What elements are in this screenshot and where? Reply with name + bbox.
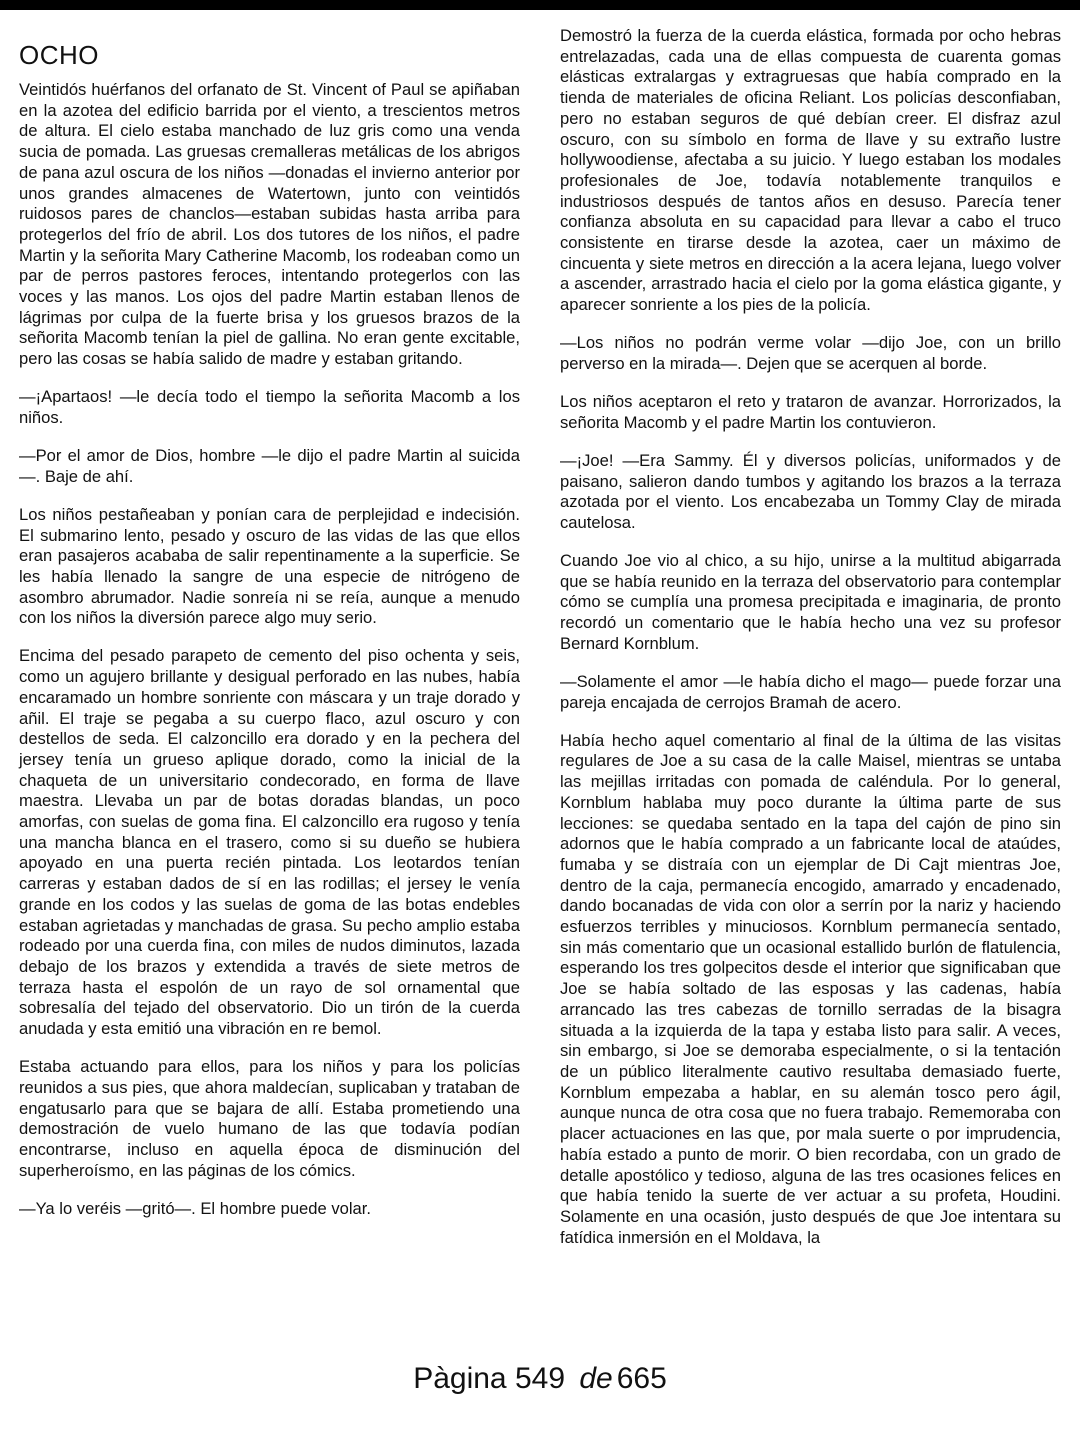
- paragraph: —¡Joe! —Era Sammy. Él y diversos policías, uniformados y de paisano, salieron dando tumbos y agitando los brazos a la terraza azotada por el viento. Los encabezaba un Tommy Clay de mirada cautelosa.: [560, 450, 1061, 532]
- page-label: Pàgina: [413, 1362, 507, 1395]
- paragraph: —Por el amor de Dios, hombre —le dijo el padre Martin al suicida—. Baje de ahí.: [19, 446, 520, 486]
- page-indicator: [0, 1361, 1080, 1397]
- paragraph: Cuando Joe vio al chico, a su hijo, unirse a la multitud abigarrada que se había reunido en la terraza del observatorio para contemplar cómo se cumplía una promesa precipitada e imaginaria, de pronto recordó un comentario que le había hecho una vez su profesor Bernard Kornblum.: [560, 551, 1061, 653]
- paragraph: Había hecho aquel comentario al final de la última de las visitas regulares de Joe a su casa de la calle Maisel, mientras se untaba las mejillas irritadas con pomada de caléndula. Por lo general, Kornblum hablaba muy poco durante la última parte de sus lecciones: se quedaba sentado en la tapa del cajón de pino sin adornos que le había comprado a un fabricante local de ataúdes, fumaba y se distraía con un ejemplar de Di Cajt mientras Joe, dentro de la caja, permanecía encogido, amarrado y encadenado, dando bocanadas de vida con olor a serrín por la nariz y haciendo esfuerzos terribles y minuciosos. Kornblum permanecía sentado, sin más comentario que un ocasional estallido burlón de flatulencia, esperando los tres golpecitos desde el interior que significaban que Joe se había soltado de las esposas y las cadenas, había arrancado las tres cabezas de tornillo serradas de la bisagra situada a la izquierda de la tapa y estaba listo para salir. A veces, sin embargo, si Joe se demoraba especialmente, o si la tentación de un público literalmente cautivo resultaba demasiado fuerte, Kornblum empezaba a hablar, en su alemán tosco pero ágil, aunque nunca de otra cosa que no fuera trabajo. Rememoraba con placer actuaciones en las que, por mala suerte o por imprudencia, había estado a punto de morir. O bien recordaba, con un grado de detalle apostólico y tedioso, alguna de las tres ocasiones felices en que había tenido la suerte de ver actuar a su profeta, Houdini. Solamente en una ocasión, justo después de que Joe intentara su fatídica inmersión en el Moldava, la: [560, 730, 1061, 1247]
- paragraph: —Ya lo veréis —gritó—. El hombre puede volar.: [19, 1198, 372, 1218]
- paragraph: Estaba actuando para ellos, para los niños y para los policías reunidos a sus pies, que ahora maldecían, suplicaban y trataban de engatusarlo para que se bajara de allí. Estaba prometiendo una demostración de vuelo humano de las que todavía podían encontrarse, incluso en aquella época de disminución del superheroísmo, en las páginas de los cómics.: [19, 1057, 520, 1180]
- current-page-number: 549: [514, 1362, 566, 1395]
- paragraph: —Los niños no podrán verme volar —dijo Joe, con un brillo perverso en la mirada—. Dejen que se acerquen al borde.: [560, 333, 1061, 373]
- left-column: [19, 0, 520, 1237]
- paragraph: —Solamente el amor —le había dicho el mago— puede forzar una pareja encajada de cerrojos Bramah de acero.: [560, 671, 1061, 712]
- paragraph: Encima del pesado parapeto de cemento del piso ochenta y seis, como un agujero brillante y desigual perforado en las nubes, había encaramado un hombre sonriente con máscara y un traje dorado y añil. El traje se pegaba a su cuerpo flaco, azul oscuro y con destellos de seda. El calzoncillo era dorado y en la pechera del jersey tenía un grueso aplique dorado, como la inicial de la chaqueta de un universitario condecorado, en forma de llave maestra. Llevaba un par de botas doradas blandas, un poco amorfas, con suelas de goma fina. El calzoncillo era rugoso y tenía una mancha blanca en el trasero, como si su dueño se hubiera apoyado en una puerta recién pintada. Los leotardos tenían carreras y estaban dados de sí en las rodillas; el jersey le venía grande en los codos y las suelas de goma de las botas endebles estaban agrietadas y manchadas de grasa. Su pecho amplio estaba rodeado por una cuerda fina, con miles de nudos diminutos, lazada debajo de los brazos y extendida a través de siete metros de terraza hasta el espolón de un rayo de sol ornamental que sobresalía del tejado del observatorio. Dio un tirón de la cuerda anudada y esta emitió una vibración en re bemol.: [19, 646, 520, 1039]
- paragraph: Los niños aceptaron el reto y trataron de avanzar. Horrorizados, la señorita Macomb y el padre Martin los contuvieron.: [560, 392, 1061, 432]
- of-label: de: [579, 1362, 613, 1395]
- paragraph: —¡Apartaos! —le decía todo el tiempo la señorita Macomb a los niños.: [19, 387, 520, 427]
- paragraph: Demostró la fuerza de la cuerda elástica, formada por ocho hebras entrelazadas, cada una de ellas compuesta de cuarenta gomas elásticas extralargas y extragruesas que había comprado en la tienda de materiales de oficina Reliant. Los policías desconfiaban, pero no estaban seguros de qué debían creer. El disfraz azul oscuro, con su símbolo en forma de llave y su extraño lustre hollywoodiense, afectaba a su juicio. Y luego estaban los modales profesionales de Joe, todavía notablemente tranquilos e industriosos después de tantos años en desuso. Parecía tener confianza absoluta en su capacidad para llevar a cabo el truco consistente en tirarse desde la azotea, caer un máximo de cincuenta y siete metros en dirección a la acera lejana, luego volver a ascender, arrastrado hacia el cielo por la goma elástica gigante, y aparecer sonriente a los pies de la policía.: [560, 26, 1061, 315]
- total-pages-number: 665: [616, 1362, 667, 1395]
- chapter-title: OCHO: [19, 40, 99, 70]
- paragraph: Los niños pestañeaban y ponían cara de perplejidad e indecisión. El submarino lento, pesado y oscuro de las vidas de las que ellos eran pasajeros acababa de salir repentinamente a la superficie. Se les había llenado la sangre de una especie de nitrógeno de asombro abrumador. Nadie sonreía ni se reía, aunque a menudo con los niños la diversión parece algo muy serio.: [19, 504, 520, 628]
- right-column: [560, 0, 1061, 1266]
- paragraph: Veintidós huérfanos del orfanato de St. Vincent of Paul se apiñaban en la azotea del edificio barrida por el viento, a trescientos metros de altura. El cielo estaba manchado de luz gris como una venda sucia de pomada. Las gruesas cremalleras metálicas de los abrigos de pana azul oscura de los niños —donadas el invierno anterior por unos grandes almacenes de Watertown, junto con veintidós ruidosos pares de chanclos—estaban subidas hasta arriba para protegerlos del frío de abril. Los dos tutores de los niños, el padre Martin y la señorita Mary Catherine Macomb, los rodeaban como un par de perros pastores feroces, intentando protegerlos con las voces y las manos. Los ojos del padre Martin estaban llenos de lágrimas por culpa de la fuerte brisa y los gruesos brazos de la señorita Macomb tenían la piel de gallina. No eran gente excitable, pero las cosas se había salido de madre y estaban gritando.: [19, 80, 520, 369]
